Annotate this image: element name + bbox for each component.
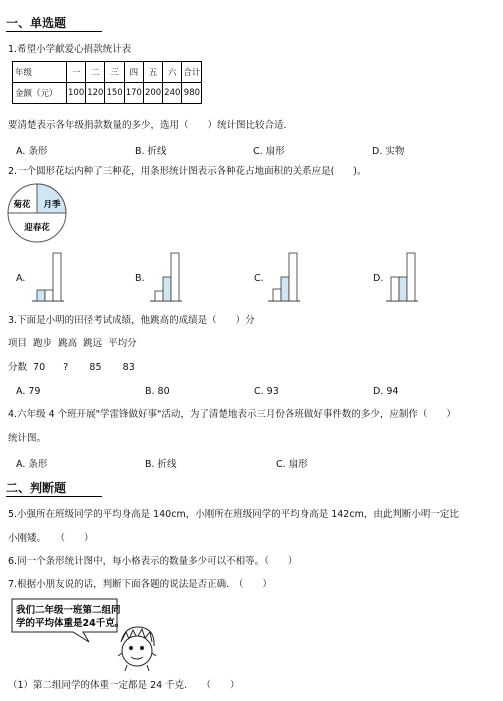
table-cell: 150: [105, 83, 124, 104]
table-cell: 金额（元）: [13, 83, 67, 104]
q3-option-a[interactable]: A. 79: [16, 386, 41, 397]
q5-stem-continued: 小刚矮。 （ ）: [8, 533, 94, 544]
q1-option-a[interactable]: A. 条形: [16, 146, 48, 157]
table-cell: 100: [67, 83, 86, 104]
q1-option-b[interactable]: B. 折线: [135, 146, 167, 157]
flower-bed-pie: [6, 182, 68, 244]
table-cell: 五: [143, 62, 162, 83]
pie-label-chrysanthemum: 菊花: [13, 200, 31, 210]
q3-option-c[interactable]: C. 93: [254, 386, 279, 397]
table-cell: 三: [105, 62, 124, 83]
q1-option-d[interactable]: D. 实物: [372, 146, 405, 157]
section-heading-true-false: 二、判断题: [6, 481, 67, 495]
q3-stem: 3.下面是小明的田径考试成绩，他跳高的成绩是（ ）分: [8, 315, 255, 326]
table-row: [13, 83, 202, 104]
table-cell: 一: [67, 62, 86, 83]
q1-title: 1.希望小学献爱心捐款统计表: [8, 44, 132, 55]
q4-option-a[interactable]: A. 条形: [16, 459, 48, 470]
section-heading-single-choice: 一、单选题: [6, 16, 67, 30]
pie-label-rose: 月季: [43, 200, 61, 210]
q2-option-c[interactable]: C.: [254, 273, 264, 284]
table-cell: 六: [163, 62, 182, 83]
q3-option-d[interactable]: D. 94: [373, 386, 399, 397]
q2-option-b[interactable]: B.: [135, 273, 145, 284]
q3-table-header: 项目 跑步 跳高 跳远 平均分: [8, 338, 137, 349]
q6-stem: 6.同一个条形统计图中，每小格表示的数量多少可以不相等。（ ）: [8, 556, 298, 567]
table-cell: 年级: [13, 62, 67, 83]
table-cell: 980: [182, 83, 202, 104]
q5-stem: 5.小强所在班级同学的平均身高是 140cm，小刚所在班级同学的平均身高是 142cm，由此判断小明一定比: [8, 509, 459, 520]
table-cell: 120: [86, 83, 105, 104]
q3-option-b[interactable]: B. 80: [145, 386, 170, 397]
section-underline: [6, 31, 102, 32]
q2-option-d-bar-chart: [384, 251, 420, 303]
table-cell: 四: [124, 62, 143, 83]
bubble-text-line2: 学的平均体重是24千克。: [16, 618, 125, 629]
q2-option-a-bar-chart: [30, 251, 66, 303]
q7-stem: 7.根据小朋友说的话，判断下面各题的说法是否正确. （ ）: [8, 579, 272, 590]
section-underline: [6, 496, 102, 497]
table-row: [13, 62, 202, 83]
q2-option-a[interactable]: A.: [16, 273, 26, 284]
child-speech-illustration: [9, 596, 157, 672]
q4-option-c[interactable]: C. 扇形: [276, 459, 308, 470]
q7-sub-question-1: （1）第二组同学的体重一定都是 24 千克. （ ）: [8, 680, 240, 691]
q4-option-b[interactable]: B. 折线: [145, 459, 177, 470]
q4-stem-continued: 统计图。: [8, 433, 47, 444]
q1-option-c[interactable]: C. 扇形: [253, 146, 285, 157]
q2-option-d[interactable]: D.: [373, 273, 384, 284]
pie-label-winter-jasmine: 迎春花: [24, 223, 50, 233]
table-cell: 二: [86, 62, 105, 83]
table-cell: 240: [163, 83, 182, 104]
donation-table: [12, 61, 202, 104]
q1-stem: 要清楚表示各年级捐款数量的多少，选用（ ）统计图比较合适.: [8, 120, 287, 131]
q4-stem: 4.六年级 4 个班开展"学雷锋做好事"活动，为了清楚地表示三月份各班做好事件数的多少，应制作（ ）: [8, 409, 456, 420]
q2-option-c-bar-chart: [266, 251, 302, 303]
table-cell: 200: [143, 83, 162, 104]
q3-table-scores: 分数 70 ? 85 83: [8, 362, 135, 373]
table-cell: 合计: [182, 62, 202, 83]
table-cell: 170: [124, 83, 143, 104]
q2-stem: 2.一个圆形花坛内种了三种花，用条形统计图表示各种花占地面积的关系应是( )。: [8, 166, 367, 177]
q2-option-b-bar-chart: [148, 251, 184, 303]
bubble-text-line1: 我们二年级一班第二组同: [16, 605, 121, 616]
child-cartoon: [118, 627, 156, 671]
